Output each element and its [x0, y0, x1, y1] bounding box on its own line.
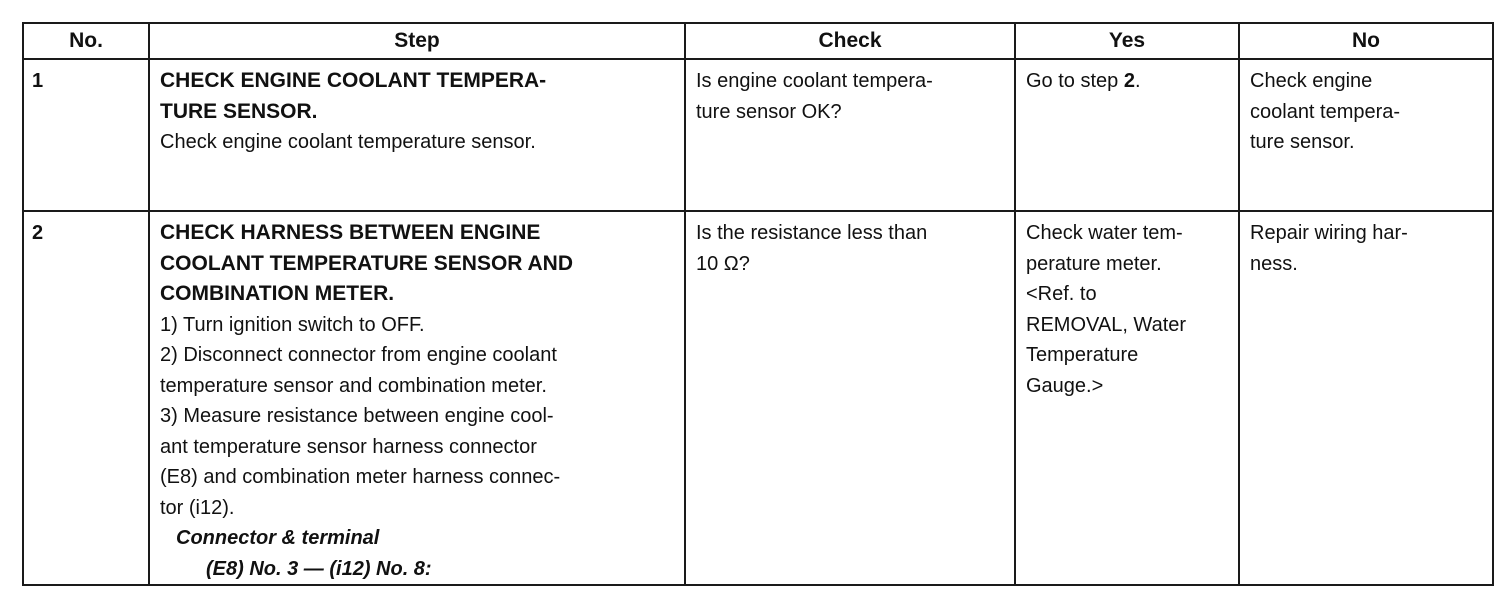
row-number: 2 [23, 211, 149, 585]
yes-line: REMOVAL, Water [1026, 313, 1187, 336]
yes-line: Check water tem- [1026, 222, 1183, 244]
check-cell [685, 211, 1015, 585]
step-title [160, 66, 676, 127]
header-no: No. [23, 23, 149, 59]
step-body-line: (E8) and combination meter harness connec- [160, 466, 561, 488]
step-body-line: temperature sensor and combination meter. [160, 374, 547, 397]
row-number: 1 [23, 59, 149, 211]
step-body-line: Check engine coolant temperature sensor. [160, 131, 536, 153]
yes-line: perature meter. [1026, 252, 1162, 275]
step-body-line: 3) Measure resistance between engine cool- [160, 405, 554, 427]
no-line: ness. [1250, 252, 1298, 275]
no-line: coolant tempera- [1250, 100, 1401, 123]
step-title [160, 218, 676, 310]
yes-suffix: . [1134, 70, 1141, 92]
step-title-line: CHECK HARNESS BETWEEN ENGINE [160, 221, 541, 244]
check-line: Is the resistance less than [696, 222, 928, 244]
yes-prefix: Go to step [1026, 70, 1124, 92]
table-row [23, 211, 1493, 585]
step-body-line: 1) Turn ignition switch to OFF. [160, 313, 425, 336]
yes-cell [1015, 211, 1239, 585]
yes-cell [1015, 59, 1239, 211]
header-row [23, 23, 1493, 59]
step-reference: 2 [1123, 70, 1135, 92]
diagnostic-table [22, 22, 1494, 586]
yes-line: <Ref. to [1026, 283, 1097, 305]
yes-line: Temperature [1026, 344, 1139, 366]
step-title-line: COOLANT TEMPERATURE SENSOR AND [160, 251, 574, 275]
step-title-line: CHECK ENGINE COOLANT TEMPERA- [160, 69, 547, 92]
check-line: 10 Ω? [696, 252, 750, 275]
no-line: ture sensor. [1250, 131, 1355, 153]
step-title-line: TURE SENSOR. [160, 99, 318, 123]
step-cell [149, 211, 685, 585]
check-line: Is engine coolant tempera- [696, 70, 933, 92]
table-row [23, 59, 1493, 211]
no-line: Check engine [1250, 70, 1373, 92]
step-cell [149, 59, 685, 211]
yes-text [1026, 70, 1141, 92]
no-cell [1239, 211, 1493, 585]
step-body-line: tor (i12). [160, 496, 235, 519]
step-title-line: COMBINATION METER. [160, 282, 395, 305]
step-body-line: 2) Disconnect connector from engine coolant [160, 344, 557, 366]
no-line: Repair wiring har- [1250, 222, 1408, 244]
header-check: Check [685, 23, 1015, 59]
header-step: Step [149, 23, 685, 59]
spec-value: (E8) No. 3 — (i12) No. 8: [206, 557, 432, 580]
check-cell [685, 59, 1015, 211]
spec-label: Connector & terminal [176, 527, 380, 549]
step-body-line: ant temperature sensor harness connector [160, 435, 537, 458]
header-yes: Yes [1015, 23, 1239, 59]
yes-line: Gauge.> [1026, 374, 1104, 397]
check-line: ture sensor OK? [696, 100, 842, 123]
header-no-action: No [1239, 23, 1493, 59]
no-cell [1239, 59, 1493, 211]
